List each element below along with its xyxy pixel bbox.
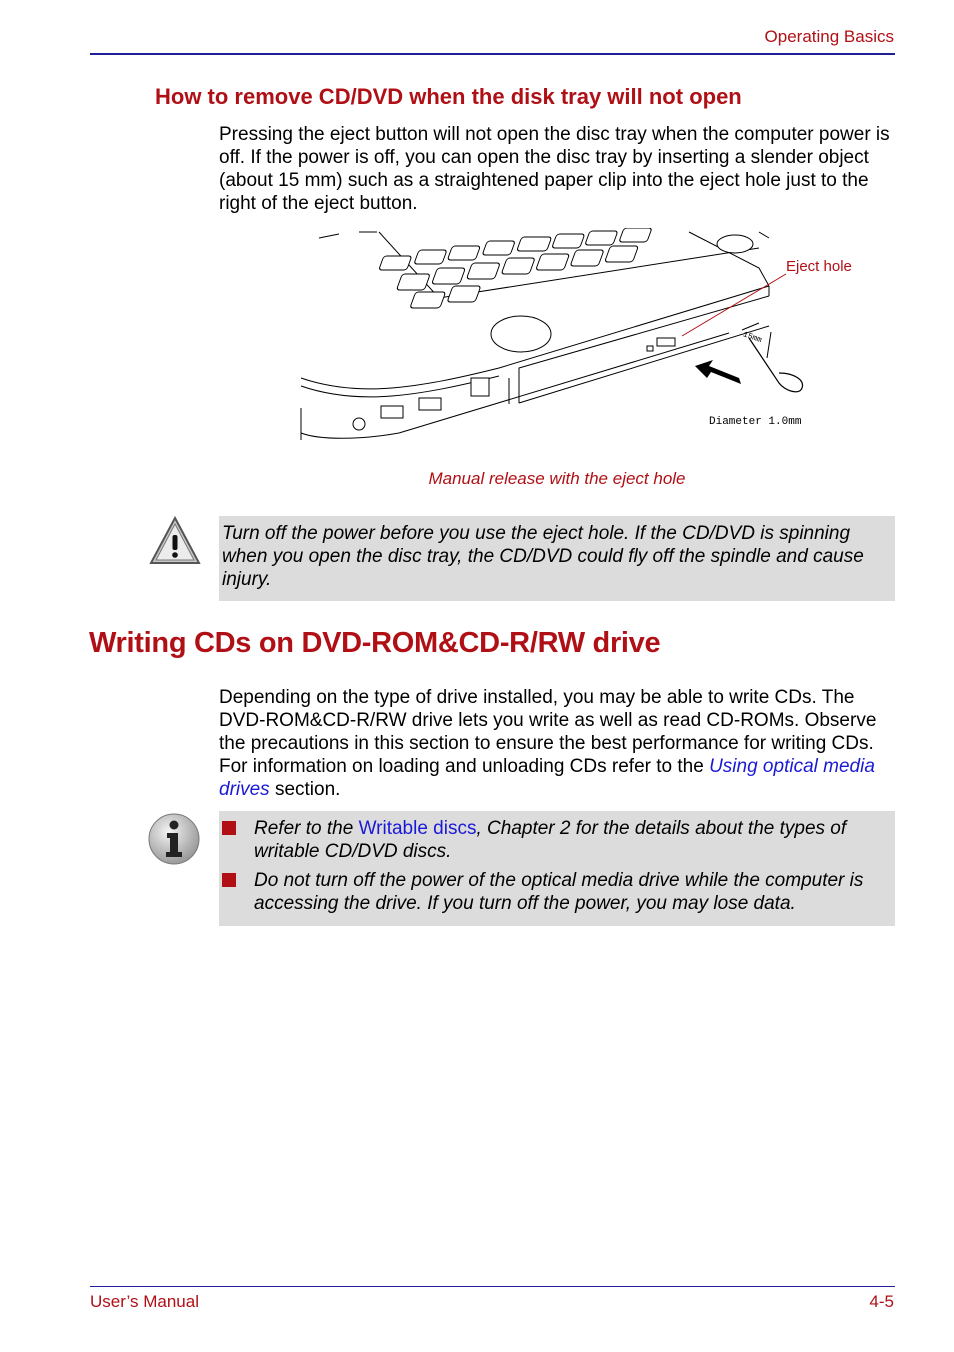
optical-media-link[interactable]: Using optical media drives (219, 756, 875, 800)
section-paragraph: Depending on the type of drive installed, you may be able to write CDs. The DVD-ROM&CD-R/RW drive lets you write as well as read CD-ROMs. Observe the precautions in this section to ensure the best performance for writing CDs. For information on loading and unloading CDs refer to the Using optical media drives section. (219, 687, 877, 800)
running-header: Operating Basics (764, 27, 894, 46)
warning-text: Turn off the power before you use the eject hole. If the CD/DVD is spinning when you open the disc tray, the CD/DVD could fly off the spindle and cause injury. (222, 523, 864, 590)
info-icon (147, 812, 201, 866)
dimension-label: 15mm (741, 330, 763, 346)
warning-box (219, 516, 895, 601)
info-box: Refer to the Writable discs, Chapter 2 for the details about the types of writable CD/DVD discs. Do not turn off the power of the optical media drive while the computer is accessing the drive. If you turn off the power, you may lose data. (219, 811, 895, 926)
footer-rule (90, 1286, 895, 1287)
page-number: 4-5 (869, 1292, 894, 1311)
figure-caption: Manual release with the eject hole (428, 469, 686, 488)
subsection-paragraph: Pressing the eject button will not open the disc tray when the computer power is off. If the power is off, you can open the disc tray by inserting a slender object (about 15 mm) such as a straightened paper clip into the eject hole just to the right of the eject button. (219, 124, 890, 214)
section-title: Writing CDs on DVD-ROM&CD-R/RW drive (89, 627, 661, 659)
bullet-square-icon (222, 873, 236, 887)
writable-discs-link[interactable]: Writable discs (358, 818, 477, 839)
eject-hole-callout: Eject hole (786, 258, 852, 275)
footer-manual-title: User’s Manual (90, 1292, 199, 1311)
subsection-title: How to remove CD/DVD when the disk tray will not open (155, 84, 742, 109)
header-rule (90, 53, 895, 55)
diameter-label: Diameter 1.0mm (709, 416, 802, 428)
warning-triangle-icon (148, 515, 202, 569)
eject-hole-illustration (299, 228, 859, 448)
bullet-square-icon (222, 821, 236, 835)
